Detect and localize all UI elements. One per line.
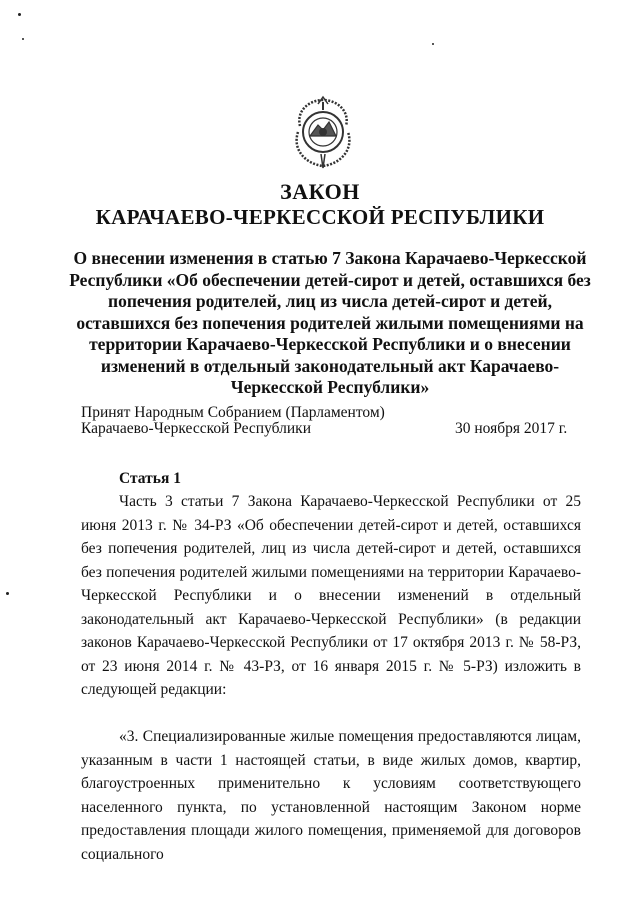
law-title: ЗАКОН xyxy=(280,179,360,204)
coat-of-arms-icon xyxy=(288,92,358,172)
republic-title: КАРАЧАЕВО-ЧЕРКЕССКОЙ РЕСПУБЛИКИ xyxy=(95,205,545,229)
article-paragraph-1: Часть 3 статьи 7 Закона Карачаево-Черкесской Республики от 25 июня 2013 г. № 34-РЗ «Об обеспечении детей-сирот и детей, оставшихся без попечения родителей, лиц из числа детей-сирот и детей, оставшихся без попечения родителей жилыми помещениями на территории Карачаево-Черкесской Республики и о внесении изменений в отдельный законодательный акт Карачаево-Черкесской Республики» (в редакции законов Карачаево-Черкесской Республики от 17 октября 2013 г. № 58-РЗ, от 23 июня 2014 г. № 43-РЗ, от 16 января 2015 г. № 5-РЗ) изложить в следующей редакции: xyxy=(81,493,581,698)
article-paragraph-2: «3. Специализированные жилые помещения предоставляются лицам, указанным в части 1 настоящей статьи, в виде жилых домов, квартир, благоустроенных применительно к условиям соответствующего населенного пункта, по установленной настоящим Законом норме предоставления площади жилого помещения, применяемой для договоров социального xyxy=(81,728,581,863)
law-subtitle: О внесении изменения в статью 7 Закона Карачаево-Черкесской Республики «Об обеспечении детей-сирот и детей, оставшихся без попечения родителей, лиц из числа детей-сирот и детей, оставшихся без попечения родителей жилыми помещениями на территории Карачаево-Черкесской Республики и о внесении изменений в отдельный законодательный акт Карачаево-Черкесской Республики» xyxy=(69,248,591,397)
scan-speck xyxy=(18,13,21,16)
adopted-by-line1: Принят Народным Собранием (Парламентом) xyxy=(81,404,385,421)
article-heading: Статья 1 xyxy=(119,470,181,487)
scan-speck xyxy=(432,43,434,45)
scan-speck xyxy=(22,38,24,40)
scan-speck xyxy=(6,592,9,595)
adoption-date: 30 ноября 2017 г. xyxy=(455,420,568,437)
adopted-by-line2: Карачаево-Черкесской Республики xyxy=(81,420,311,437)
